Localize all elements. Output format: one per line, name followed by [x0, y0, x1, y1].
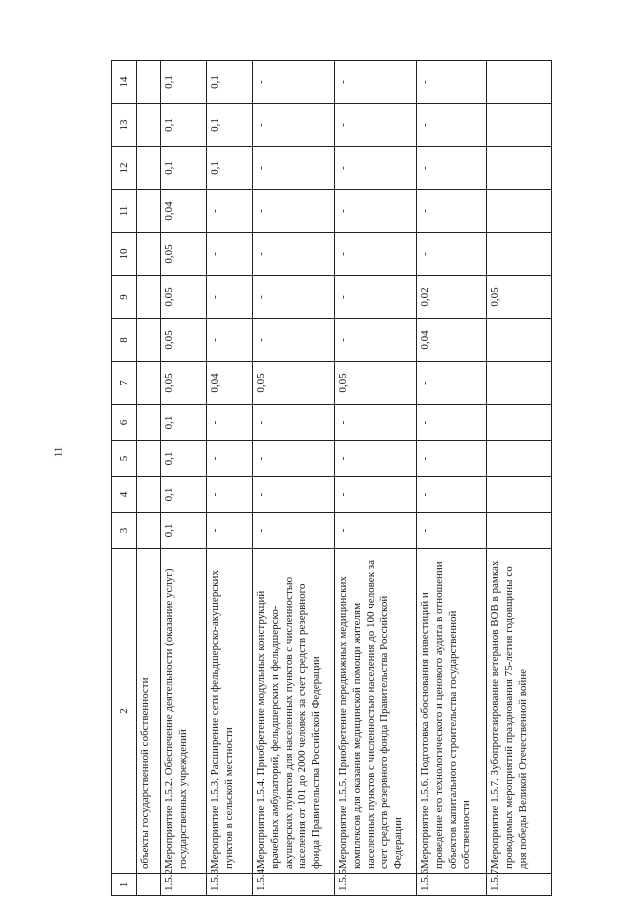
column-header: 14 — [112, 61, 137, 104]
value-cell — [487, 405, 552, 441]
row-code: 1.5.2. — [161, 874, 207, 896]
value-cell — [487, 104, 552, 147]
column-header: 9 — [112, 276, 137, 319]
value-cell — [137, 190, 161, 233]
column-header: 2 — [112, 549, 137, 874]
value-cell: 0,1 — [161, 147, 207, 190]
row-description: Мероприятие 1.5.4. Приобретение модульных конструкций врачебных амбулаторий, фельдшерских и фельдшерско-акушерских пунктов для населенных пунктов с численностью населения от 101 до 2000 человек за счет средств резервного фонда Правительства Российской Федерации — [253, 549, 335, 874]
value-cell: - — [253, 190, 335, 233]
value-cell — [487, 319, 552, 362]
value-cell: 0,05 — [161, 319, 207, 362]
value-cell: - — [253, 233, 335, 276]
value-cell — [487, 190, 552, 233]
column-header: 11 — [112, 190, 137, 233]
value-cell: - — [335, 61, 417, 104]
rotated-table-wrapper — [111, 61, 529, 896]
page-number: 11 — [52, 446, 65, 458]
value-cell: - — [417, 147, 487, 190]
column-header: 6 — [112, 405, 137, 441]
value-cell: 0,1 — [161, 104, 207, 147]
value-cell: - — [253, 441, 335, 477]
row-description: Мероприятие 1.5.2. Обеспечение деятельности (оказание услуг) государственных учреждений — [161, 549, 207, 874]
table-row — [207, 61, 253, 896]
column-header: 4 — [112, 477, 137, 513]
value-cell: - — [335, 405, 417, 441]
value-cell — [137, 362, 161, 405]
row-code: 1.5.6. — [417, 874, 487, 896]
indicators-table — [111, 60, 552, 896]
value-cell: 0,1 — [207, 61, 253, 104]
column-header: 1 — [112, 874, 137, 896]
value-cell: 0,1 — [161, 513, 207, 549]
value-cell: - — [207, 441, 253, 477]
value-cell — [487, 61, 552, 104]
value-cell — [487, 477, 552, 513]
value-cell: - — [253, 477, 335, 513]
row-code: 1.5.3. — [207, 874, 253, 896]
table-row — [487, 61, 552, 896]
value-cell — [487, 362, 552, 405]
value-cell — [487, 513, 552, 549]
table-body — [137, 61, 552, 896]
value-cell: 0,04 — [207, 362, 253, 405]
value-cell: 0,1 — [207, 147, 253, 190]
value-cell — [137, 405, 161, 441]
value-cell: - — [207, 513, 253, 549]
value-cell — [487, 441, 552, 477]
value-cell: - — [207, 276, 253, 319]
value-cell: - — [335, 513, 417, 549]
value-cell — [137, 319, 161, 362]
value-cell: 0,05 — [253, 362, 335, 405]
column-header: 12 — [112, 147, 137, 190]
value-cell — [137, 147, 161, 190]
value-cell — [487, 233, 552, 276]
value-cell: 0,05 — [161, 276, 207, 319]
value-cell: - — [335, 441, 417, 477]
column-header: 10 — [112, 233, 137, 276]
value-cell: 0,02 — [417, 276, 487, 319]
value-cell: 0,05 — [161, 233, 207, 276]
value-cell: - — [207, 405, 253, 441]
value-cell: - — [207, 233, 253, 276]
value-cell: - — [417, 61, 487, 104]
row-code: 1.5.7. — [487, 874, 552, 896]
row-code — [137, 874, 161, 896]
value-cell: 0,04 — [417, 319, 487, 362]
value-cell: 0,1 — [207, 104, 253, 147]
value-cell: - — [417, 104, 487, 147]
value-cell: 0,05 — [161, 362, 207, 405]
value-cell: - — [253, 405, 335, 441]
value-cell — [137, 513, 161, 549]
value-cell: 0,1 — [161, 405, 207, 441]
value-cell — [137, 276, 161, 319]
value-cell: - — [335, 233, 417, 276]
column-header: 8 — [112, 319, 137, 362]
value-cell — [137, 104, 161, 147]
value-cell: - — [253, 61, 335, 104]
value-cell: - — [335, 477, 417, 513]
row-code: 1.5.4. — [253, 874, 335, 896]
value-cell: 0,1 — [161, 477, 207, 513]
table-row — [417, 61, 487, 896]
value-cell — [137, 477, 161, 513]
row-description: Мероприятие 1.5.6. Подготовка обоснования инвестиций и проведение его технологического и ценового аудита в отношении объектов капитального строительства государственной собственности — [417, 549, 487, 874]
row-description: Мероприятие 1.5.5. Приобретение передвижных медицинских комплексов для оказания медицинской помощи жителям населенных пунктов с численностью населения до 100 человек за счет средств резервного фонда Правительства Российской Федерации — [335, 549, 417, 874]
value-cell: 0,04 — [161, 190, 207, 233]
table-row — [253, 61, 335, 896]
column-header: 5 — [112, 441, 137, 477]
value-cell: - — [417, 190, 487, 233]
row-code: 1.5.5. — [335, 874, 417, 896]
value-cell: - — [207, 190, 253, 233]
value-cell: - — [335, 276, 417, 319]
value-cell: - — [253, 319, 335, 362]
value-cell: 0,1 — [161, 61, 207, 104]
value-cell: - — [417, 441, 487, 477]
table-row — [335, 61, 417, 896]
value-cell: - — [417, 513, 487, 549]
value-cell: - — [417, 362, 487, 405]
value-cell: - — [253, 513, 335, 549]
value-cell — [137, 233, 161, 276]
value-cell — [137, 61, 161, 104]
header-row — [112, 61, 137, 896]
column-header: 13 — [112, 104, 137, 147]
table-row — [137, 61, 161, 896]
value-cell: - — [417, 233, 487, 276]
value-cell: - — [253, 104, 335, 147]
value-cell: - — [207, 319, 253, 362]
value-cell: - — [253, 276, 335, 319]
column-header: 3 — [112, 513, 137, 549]
value-cell: - — [207, 477, 253, 513]
row-description: объекты государственной собственности — [137, 549, 161, 874]
value-cell: - — [335, 319, 417, 362]
value-cell — [487, 147, 552, 190]
column-header: 7 — [112, 362, 137, 405]
row-description: Мероприятие 1.5.7. Зубопротезирование ветеранов ВОВ в рамках проводимых мероприятий празднования 75-летия годовщины со дня победы Великой Отечественной войне — [487, 549, 552, 874]
value-cell: - — [335, 147, 417, 190]
value-cell: 0,1 — [161, 441, 207, 477]
value-cell: - — [335, 190, 417, 233]
value-cell: 0,05 — [487, 276, 552, 319]
value-cell: 0,05 — [335, 362, 417, 405]
value-cell — [137, 441, 161, 477]
table-row — [161, 61, 207, 896]
value-cell: - — [335, 104, 417, 147]
row-description: Мероприятие 1.5.3. Расширение сети фельдшерско-акушерских пунктов в сельской местности — [207, 549, 253, 874]
value-cell: - — [417, 477, 487, 513]
value-cell: - — [253, 147, 335, 190]
value-cell: - — [417, 405, 487, 441]
